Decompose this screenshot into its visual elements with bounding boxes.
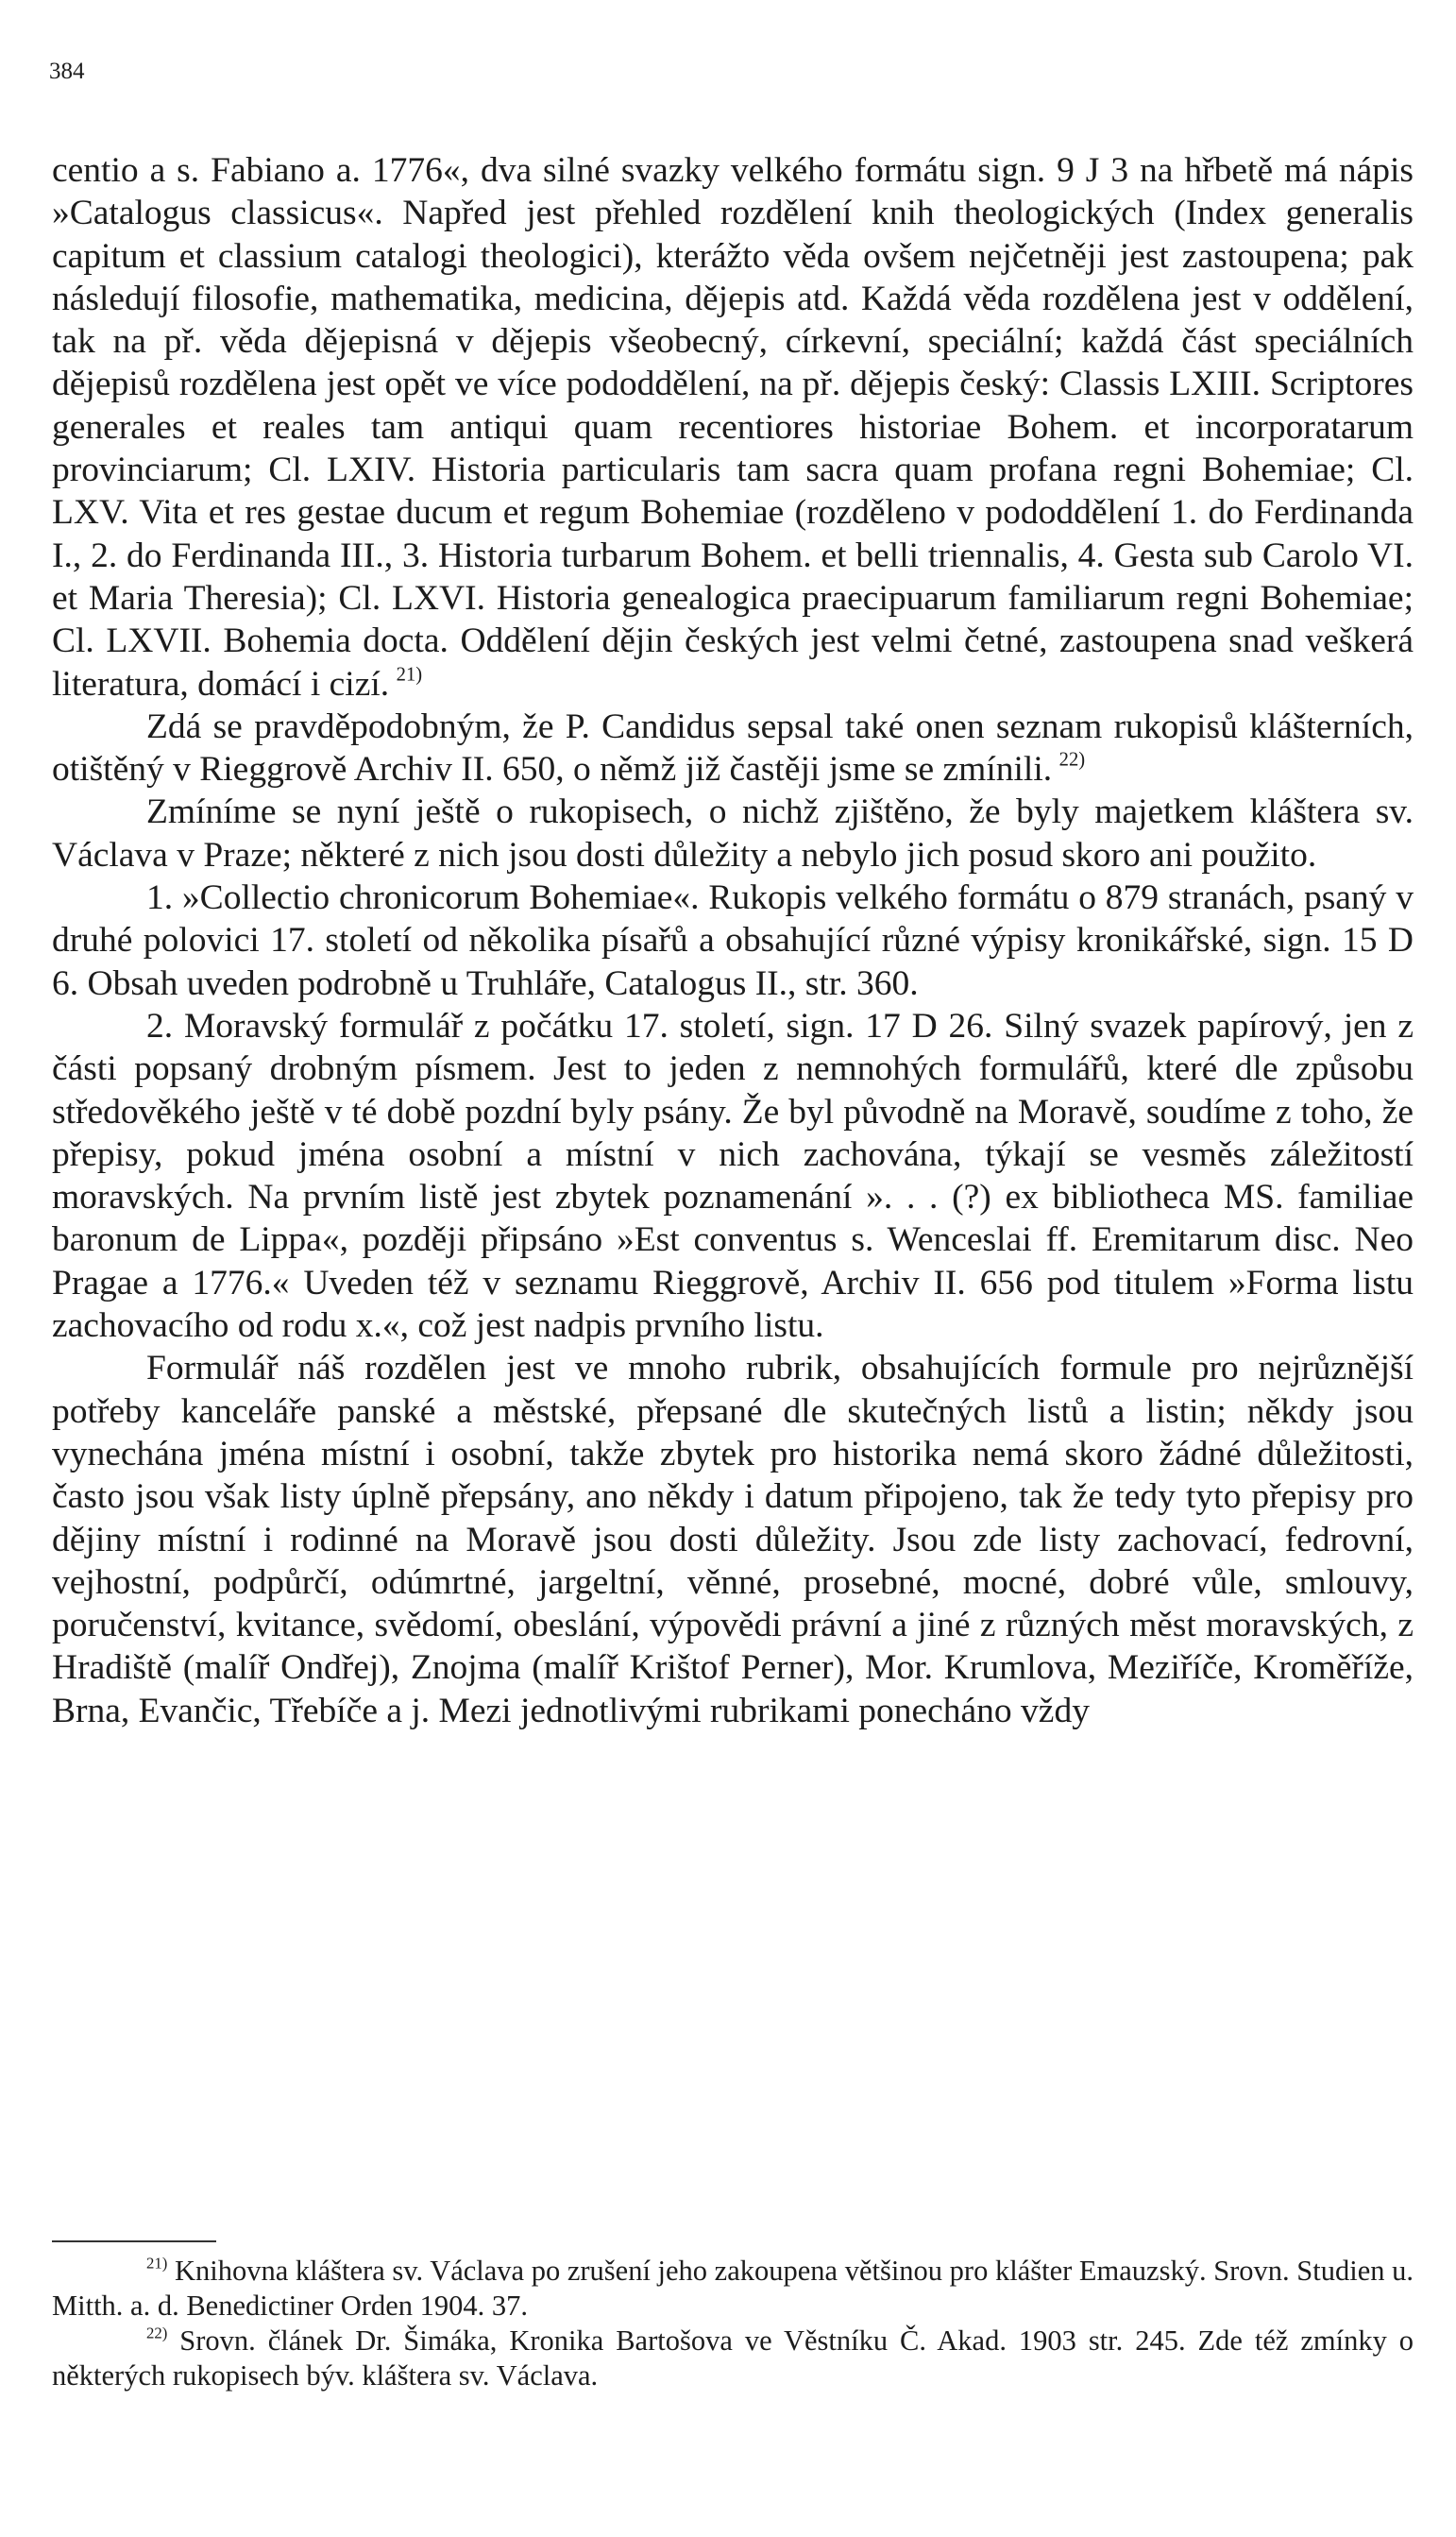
paragraph: 1. »Collectio chronicorum Bohemiae«. Rukopis velkého formátu o 879 stranách, psaný v druhé polovici 17. století od několika písařů a obsahující různé výpisy kronikářské, sign. 15 D 6. Obsah uveden podrobně u Truhláře, Catalogus II., str. 360. [52, 878, 1414, 1003]
footnote-mark: 21) [146, 2254, 168, 2273]
page-number: 384 [49, 59, 85, 84]
paragraph: 2. Moravský formulář z počátku 17. století, sign. 17 D 26. Silný svazek papírový, jen z části popsaný drobným písmem. Jest to jeden z nemnohých formulářů, které dle způsobu středověkého ještě v té době pozdní byly psány. Že byl původně na Moravě, soudíme z toho, že přepisy, pokud jména osobní a místní v nich zachována, týkají se vesměs záležitostí moravských. Na prvním listě jest zbytek poznamenání ». . . (?) ex bibliotheca MS. familiae baronum de Lippa«, později připsáno »Est conventus s. Wenceslai ff. Eremitarum disc. Neo Pragae a 1776.« Uveden též v seznamu Rieggrově, Archiv II. 656 pod titulem »Forma listu zachovacího od rodu x.«, což jest nadpis prvního listu. [52, 1006, 1414, 1346]
paragraph: Zmíníme se nyní ještě o rukopisech, o nichž zjištěno, že byly majetkem kláštera sv. Václava v Praze; některé z nich jsou dosti důležity a nebylo jich posud skoro ani použito. [52, 792, 1414, 875]
paragraph: centio a s. Fabiano a. 1776«, dva silné svazky velkého formátu sign. 9 J 3 na hřbetě má nápis »Catalogus classicus«. Napřed jest přehled rozdělení knih theologických (Index generalis capitum et classium catalogi theologici), kterážto věda ovšem nejčetněji jest zastoupena; pak následují filosofie, mathematika, medicina, dějepis atd. Každá věda rozdělena jest v oddělení, tak na př. věda dějepisná v dějepis všeobecný, církevní, speciální; každá část speciálních dějepisů rozdělena jest opět ve více pododdělení, na př. dějepis český: Classis LXIII. Scriptores generales et reales tam antiqui quam recentiores historiae Bohem. et incorporatarum provinciarum; Cl. LXIV. Historia particularis tam sacra quam profana regni Bohemiae; Cl. LXV. Vita et res gestae ducum et regum Bohemiae (rozděleno v pododdělení 1. do Ferdinanda I., 2. do Ferdinanda III., 3. Historia turbarum Bohem. et belli triennalis, 4. Gesta sub Carolo VI. et Maria Theresia); Cl. LXVI. Historia genealogica praecipuarum familiarum regni Bohemiae; Cl. LXVII. Bohemia docta. Oddělení dějin českých jest velmi četné, zastoupena snad veškerá literatura, domácí i cizí. $^{21)}$ [52, 151, 1414, 704]
paragraph: Formulář náš rozdělen jest ve mnoho rubrik, obsahujících formule pro nejrůznější potřeby kanceláře panské a městské, přepsané dle skutečných listů a listin; někdy jsou vynechána jména místní i osobní, takže zbytek pro historika nemá skoro žádné důležitosti, často jsou však listy úplně přepsány, ano někdy i datum připojeno, tak že tedy tyto přepisy pro dějiny místní i rodinné na Moravě jsou dosti důležity. Jsou zde listy zachovací, fedrovní, vejhostní, podpůrčí, odúmrtné, jargeltní, věnné, prosebné, mocné, dobré vůle, smlouvy, poručenství, kvitance, svědomí, obeslání, výpovědi právní a jiné z různých měst moravských, z Hradiště (malíř Ondřej), Znojma (malíř Krištof Perner), Mor. Krumlova, Meziříče, Kroměříže, Brna, Evančic, Třebíče a j. Mezi jednotlivými rubrikami ponecháno vždy [52, 1349, 1414, 1730]
footnotes [52, 2254, 1414, 2393]
main-text [52, 149, 1414, 1732]
footnote-divider [52, 2240, 216, 2242]
footnote: $^{22)}$ Srovn. článek Dr. Šimáka, Kronika Bartošova ve Věstníku Č. Akad. 1903 str. 245. Zde též zmínky o některých rukopisech býv. kláštera sv. Václava. [52, 2324, 1414, 2392]
footnote: $^{21)}$ Knihovna kláštera sv. Václava po zrušení jeho zakoupena většinou pro klášter Emauzský. Srovn. Studien u. Mitth. a. d. Benedictiner Orden 1904. 37. [52, 2254, 1414, 2322]
footnote-ref: 22) [1058, 749, 1086, 771]
footnote-mark: 22) [146, 2324, 168, 2342]
paragraph: Zdá se pravděpodobným, že P. Candidus sepsal také onen seznam rukopisů klášterních, otištěný v Rieggrově Archiv II. 650, o němž již častěji jsme se zmínili. $^{22)}$ [52, 707, 1414, 790]
footnote-ref: 21) [396, 664, 423, 686]
